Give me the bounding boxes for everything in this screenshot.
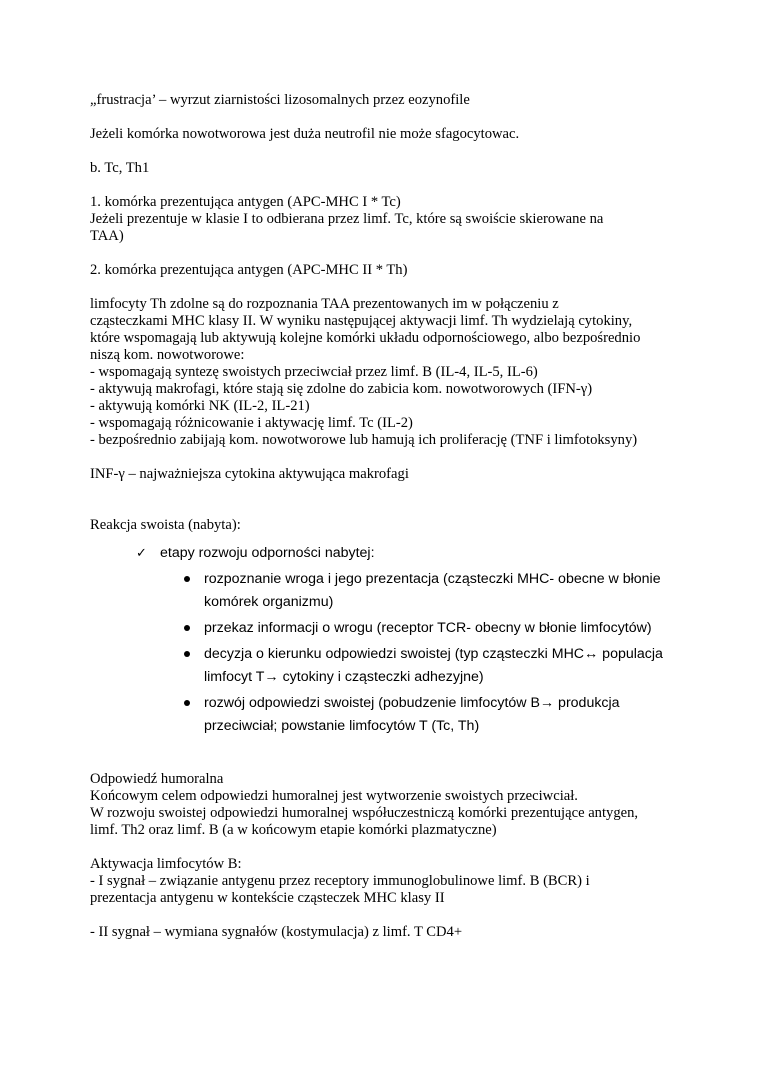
frustration-line: „frustracja’ – wyrzut ziarnistości lizosomalnych przez eozynofile — [90, 92, 470, 108]
signal1-line: prezentacja antygenu w kontekście cząsteczek MHC klasy II — [90, 890, 445, 906]
bullet-dot-icon — [184, 700, 190, 706]
th-paragraph-line: cząsteczkami MHC klasy II. W wyniku następującej aktywacji limf. Th wydzielają cytokiny, — [90, 313, 633, 329]
checkmark-icon: ✓ — [136, 546, 147, 561]
apc1-title: 1. komórka prezentująca antygen (APC-MHC I * Tc) — [90, 194, 401, 210]
bullet-list — [90, 568, 680, 738]
th-paragraph-line: które wspomagają lub aktywują kolejne komórki układu odpornościowego, albo bezpośrednio — [90, 330, 641, 346]
bullet-dot-icon — [184, 576, 190, 582]
tc-th1-line: b. Tc, Th1 — [90, 160, 150, 176]
th-function-item: - aktywują komórki NK (IL-2, IL-21) — [90, 398, 310, 414]
document-page — [90, 92, 680, 941]
inf-gamma-line: INF-γ – najważniejsza cytokina aktywująca makrofagi — [90, 466, 409, 482]
humoral-line: W rozwoju swoistej odpowiedzi humoralnej współuczestniczą komórki prezentujące antygen, — [90, 805, 639, 821]
humoral-heading: Odpowiedź humoralna — [90, 771, 224, 787]
signal1-line: - I sygnał – związanie antygenu przez receptory immunoglobulinowe limf. B (BCR) i — [90, 873, 590, 889]
humoral-line: limf. Th2 oraz limf. B (a w końcowym etapie komórki plazmatyczne) — [90, 822, 497, 838]
th-paragraph-line: limfocyty Th zdolne są do rozpoznania TAA prezentowanych im w połączeniu z — [90, 296, 559, 312]
th-paragraph-line: niszą kom. nowotworowe: — [90, 347, 245, 363]
humoral-line: Końcowym celem odpowiedzi humoralnej jest wytworzenie swoistych przeciwciał. — [90, 788, 578, 804]
th-function-item: - wspomagają syntezę swoistych przeciwciał przez limf. B (IL-4, IL-5, IL-6) — [90, 364, 538, 380]
th-function-item: - bezpośrednio zabijają kom. nowotworowe lub hamują ich proliferację (TNF i limfotoksyny) — [90, 432, 638, 448]
reaction-heading: Reakcja swoista (nabyta): — [90, 517, 241, 533]
bullet-item: przekaz informacji o wrogu (receptor TCR- obecny w błonie limfocytów) — [204, 617, 680, 640]
th-function-item: - aktywują makrofagi, które stają się zdolne do zabicia kom. nowotworowych (IFN-γ) — [90, 381, 593, 397]
th-function-item: - wspomagają różnicowanie i aktywację limf. Tc (IL-2) — [90, 415, 413, 431]
bullet-item: decyzja o kierunku odpowiedzi swoistej (typ cząsteczki MHC↔ populacja limfocyt T→ cytokiny i cząsteczki adhezyjne) — [204, 643, 680, 689]
bullet-item: rozwój odpowiedzi swoistej (pobudzenie limfocytów B→ produkcja przeciwciał; powstanie limfocytów T (Tc, Th) — [204, 692, 680, 738]
apc1-line: Jeżeli prezentuje w klasie I to odbierana przez limf. Tc, które są swoiście skierowane na — [90, 211, 604, 227]
bullet-dot-icon — [184, 651, 190, 657]
neutrophil-line: Jeżeli komórka nowotworowa jest duża neutrofil nie może sfagocytowac. — [90, 126, 520, 142]
activation-heading: Aktywacja limfocytów B: — [90, 856, 242, 872]
check-list-item — [136, 545, 680, 562]
apc2-title: 2. komórka prezentująca antygen (APC-MHC II * Th) — [90, 262, 408, 278]
signal2-line: - II sygnał – wymiana sygnałów (kostymulacja) z limf. T CD4+ — [90, 924, 463, 940]
bullet-item: rozpoznanie wroga i jego prezentacja (cząsteczki MHC- obecne w błonie komórek organizmu) — [204, 568, 680, 614]
bullet-dot-icon — [184, 625, 190, 631]
check-item-text: etapy rozwoju odporności nabytej: — [160, 545, 375, 561]
apc1-line: TAA) — [90, 228, 124, 244]
